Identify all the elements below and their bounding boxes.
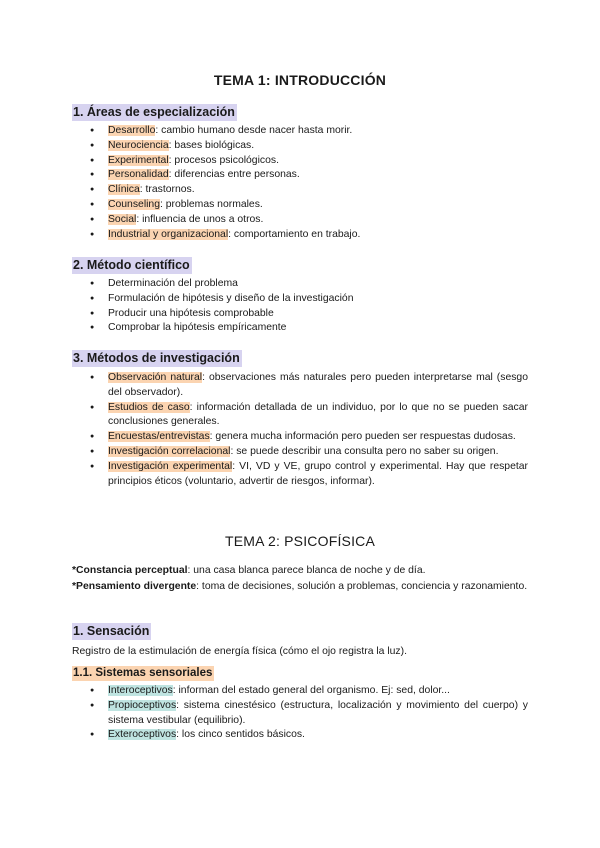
item-text: : sistema cinestésico (estructura, localización y movimiento del cuerpo) y sistema vestibular (equilibrio). <box>108 699 528 726</box>
metodos-heading: 3. Métodos de investigación <box>73 351 240 365</box>
item-text: : bases biológicas. <box>168 139 255 151</box>
note-constancia <box>72 563 528 578</box>
list-item: ● Determinación del problema <box>90 277 528 292</box>
list-item <box>90 124 528 139</box>
term-highlight: Social <box>108 213 137 225</box>
list-item <box>90 198 528 213</box>
item-text: : cambio humano desde nacer hasta morir. <box>155 125 353 136</box>
note-text: : toma de decisiones, solución a problemas, conciencia y razonamiento. <box>196 581 528 592</box>
list-item <box>90 684 528 699</box>
item-text: : VI, VD y VE, grupo control y experimental. Hay que respetar principios éticos (voluntario, advertir de riesgos, informar). <box>108 460 528 487</box>
term-highlight: Investigación correlacional <box>108 445 231 457</box>
list-item <box>90 430 528 445</box>
sistemas-heading: 1.1. Sistemas sensoriales <box>73 667 213 679</box>
note-pensamiento <box>72 579 528 594</box>
item-text: : procesos psicológicos. <box>168 154 279 166</box>
areas-list <box>90 124 528 242</box>
item-text: : problemas normales. <box>160 198 263 210</box>
term-highlight: Propioceptivos <box>108 699 177 711</box>
item-text: : observaciones más naturales pero pueden interpretarse mal (sesgo del observador). <box>108 372 528 398</box>
list-item <box>90 183 528 198</box>
list-item: ● Producir una hipótesis comprobable <box>90 307 528 322</box>
item-text: : diferencias entre personas. <box>168 169 300 181</box>
note-term: *Constancia perceptual <box>72 565 188 576</box>
item-text: : se puede describir una consulta pero no saber su origen. <box>230 445 499 457</box>
item-text: : informan del estado general del organismo. Ej: sed, dolor... <box>172 685 450 696</box>
list-item <box>90 228 528 243</box>
tema2-title: TEMA 2: PSICOFÍSICA <box>224 533 376 549</box>
list-item <box>90 139 528 154</box>
list-item <box>90 728 528 743</box>
term-highlight: Interoceptivos <box>108 685 173 696</box>
term-highlight: Personalidad <box>108 169 169 181</box>
list-item <box>90 213 528 228</box>
term-highlight: Observación natural <box>108 372 203 383</box>
item-text: : los cinco sentidos básicos. <box>176 729 305 741</box>
list-item <box>90 699 528 729</box>
item-text: : influencia de unos a otros. <box>136 213 264 225</box>
list-item <box>90 460 528 490</box>
sensacion-heading: 1. Sensación <box>73 624 150 638</box>
term-highlight: Exteroceptivos <box>108 729 177 741</box>
sensacion-text: Registro de la estimulación de energía física (cómo el ojo registra la luz). <box>72 646 407 657</box>
term-highlight: Counseling <box>108 198 160 210</box>
note-text: : una casa blanca parece blanca de noche y de día. <box>187 565 426 576</box>
list-item <box>90 154 528 169</box>
list-item: ● Formulación de hipótesis y diseño de la investigación <box>90 292 528 307</box>
list-item <box>90 371 528 401</box>
item-text: : comportamiento en trabajo. <box>228 228 361 240</box>
term-highlight: Neurociencia <box>108 139 169 151</box>
item-text: : trastornos. <box>139 184 195 196</box>
term-highlight: Desarrollo <box>108 125 156 136</box>
note-term: *Pensamiento divergente <box>72 581 197 592</box>
metodos-list <box>90 371 528 489</box>
item-text: : genera mucha información pero pueden ser respuestas dudosas. <box>209 431 516 443</box>
areas-heading: 1. Áreas de especialización <box>73 105 235 119</box>
list-item: ● Comprobar la hipótesis empíricamente <box>90 321 528 336</box>
list-item <box>90 445 528 460</box>
sistemas-list <box>90 684 528 743</box>
item-text: : información detallada de un individuo, por lo que no se pueden sacar conclusiones generales. <box>108 401 528 428</box>
term-highlight: Encuestas/entrevistas <box>108 431 210 443</box>
metodo-list <box>90 277 528 336</box>
metodo-heading: 2. Método científico <box>73 258 190 272</box>
term-highlight: Industrial y organizacional <box>108 228 229 240</box>
tema1-title: TEMA 1: INTRODUCCIÓN <box>213 72 387 88</box>
term-highlight: Experimental <box>108 154 169 166</box>
list-item <box>90 168 528 183</box>
term-highlight: Investigación experimental <box>108 460 233 472</box>
list-item <box>90 401 528 431</box>
term-highlight: Clínica <box>108 184 140 196</box>
term-highlight: Estudios de caso <box>108 401 190 413</box>
